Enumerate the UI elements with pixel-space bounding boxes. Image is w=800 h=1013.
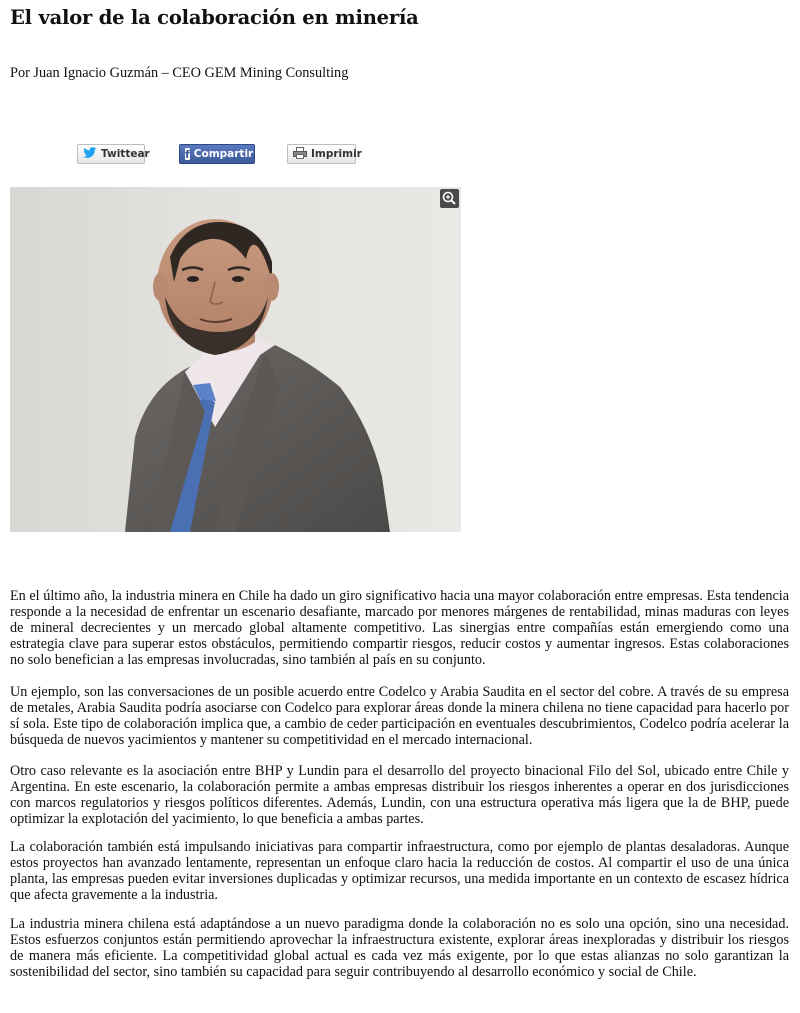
facebook-share-button[interactable] [179,144,255,164]
facebook-icon: f [185,148,190,161]
author-photo [10,187,461,532]
author-portrait-illustration [10,187,461,532]
article-paragraph-1: En el último año, la industria minera en Chile ha dado un giro significativo hacia una mayor colaboración entre empresas. Esta tendencia responde a la necesidad de enfrentar un escenario desafiante, marcado por menores márgenes de rentabilidad, minas maduras con leyes de mineral decrecientes y un mercado global altamente competitivo. Las sinergias entre compañías están emergiendo como una estrategia clave para superar estos obstáculos, permitiendo compartir riesgos, reducir costos y aumentar ingresos. Estas colaboraciones no solo benefician a las empresas involucradas, sino también al país en su conjunto. [10,588,789,668]
article-paragraph-5: La industria minera chilena está adaptándose a un nuevo paradigma donde la colaboración no es solo una opción, sino una necesidad. Estos esfuerzos conjuntos están permitiendo aprovechar la infraestructura existente, explorar áreas inexploradas y distribuir los riesgos de manera más eficiente. La competitividad global actual es cada vez más exigente, por lo que estas alianzas no solo garantizan la sostenibilidad del sector, sino también su capacidad para seguir contribuyendo al desarrollo económico y social de Chile. [10,916,789,980]
print-button[interactable] [287,144,362,164]
zoom-icon [440,193,459,212]
printer-icon [293,147,307,162]
article-paragraph-3: Otro caso relevante es la asociación entre BHP y Lundin para el desarrollo del proyecto binacional Filo del Sol, ubicado entre Chile y Argentina. En este escenario, la colaboración permite a ambas empresas distribuir los riesgos inherentes a operar en dos jurisdicciones con marcos regulatorios y riesgos políticos diferentes. Además, Lundin, con una estructura operativa más ligera que la de BHP, puede optimizar la explotación del yacimiento, lo que beneficia a ambas partes. [10,763,789,827]
twitter-bird-icon [83,147,97,162]
print-label: Imprimir [311,148,362,160]
article-paragraph-2: Un ejemplo, son las conversaciones de un posible acuerdo entre Codelco y Arabia Saudita en el sector del cobre. A través de su empresa de metales, Arabia Saudita podría asociarse con Codelco para explorar áreas donde la minera chilena no tiene capacidad para hacerlo por sí sola. Este tipo de colaboración implica que, a cambio de ceder participación en eventuales descubrimientos, Codelco podría acelerar la búsqueda de nuevos yacimientos y mantener su competitividad en el mercado internacional. [10,684,789,748]
article-byline: Por Juan Ignacio Guzmán – CEO GEM Mining Consulting [10,65,349,81]
facebook-share-label: Compartir [193,148,254,160]
zoom-button[interactable] [440,189,459,208]
twitter-share-button[interactable] [77,144,150,164]
twitter-share-label: Twittear [101,148,150,160]
article-paragraph-4: La colaboración también está impulsando iniciativas para compartir infraestructura, como por ejemplo de plantas desaladoras. Aunque estos proyectos han avanzado lentamente, representan un enfoque claro hacia la reducción de costos. Al compartir el uso de una única planta, las empresas pueden evitar inversiones duplicadas y optimizar recursos, una medida importante en un contexto de escasez hídrica que afecta gravemente a la industria. [10,839,789,903]
article-title: El valor de la colaboración en minería [10,6,419,29]
